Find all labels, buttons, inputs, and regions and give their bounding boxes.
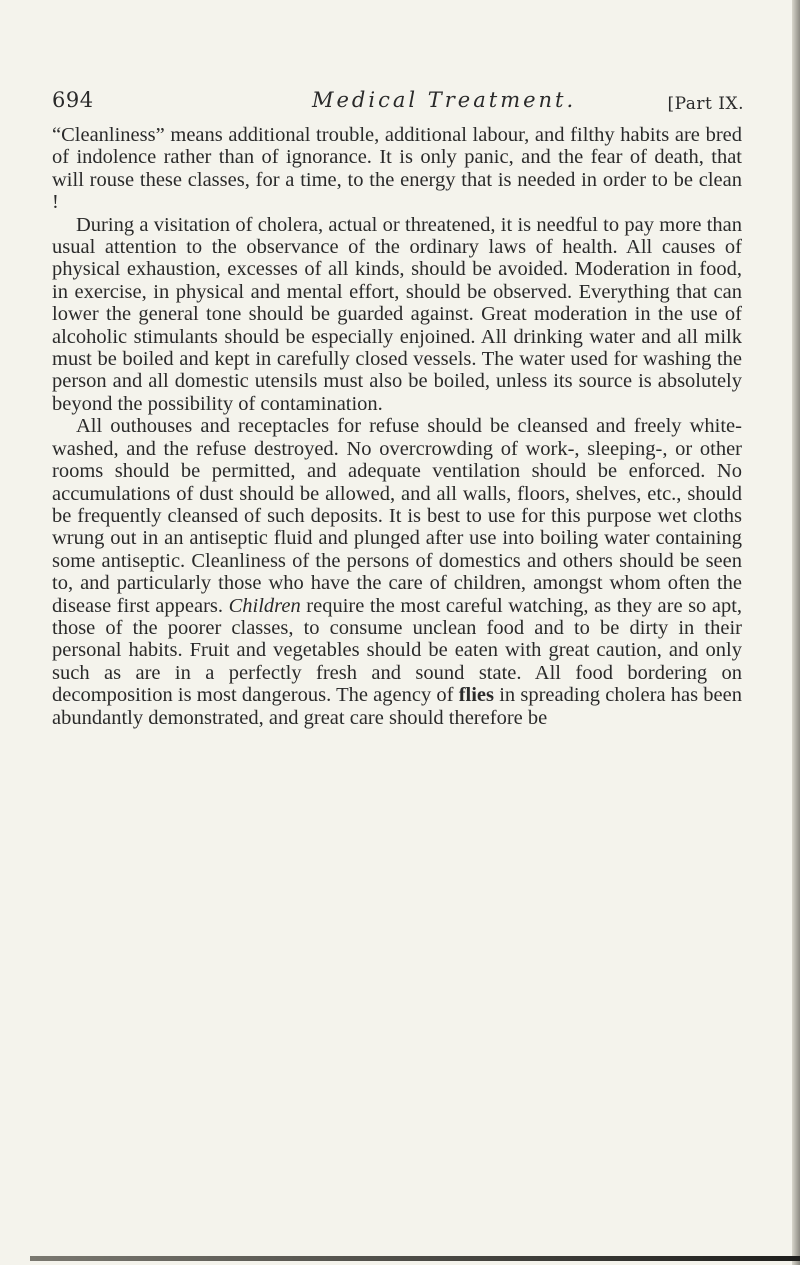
body-text: [52, 124, 742, 729]
part-label: [Part IX.: [667, 94, 744, 114]
running-title: Medical Treatment.: [312, 88, 577, 112]
page-right-edge-shadow: [792, 0, 800, 1265]
paragraph-cholera-visitation: During a visitation of cholera, actual or threatened, it is needful to pay more than usual attention to the observance of the ordinary laws of health. All causes of physical exhaustion, excesses of all kinds, should be avoided. Moderation in food, in exercise, in physical and mental effort, should be observed. Everything that can lower the general tone should be guarded against. Great moderation in the use of alcoholic stimulants should be especially enjoined. All drinking water and all milk must be boiled and kept in carefully closed vessels. The water used for washing the person and all domestic utensils must also be boiled, unless its source is absolutely beyond the possibility of contamination.: [52, 213, 742, 415]
paragraph-cleanliness: “Cleanliness” means additional trouble, additional labour, and filthy habits are bred of indolence rather than of ignorance. It is only panic, and the fear of death, that will rouse these classes, for a time, to the energy that is needed in order to be clean !: [52, 124, 742, 214]
page-bottom-edge-shadow: [30, 1256, 800, 1261]
italic-children: Children: [228, 594, 301, 617]
page-header: [52, 88, 748, 122]
paragraph-outhouses: [52, 415, 742, 729]
paragraph-outhouses-part1: All outhouses and receptacles for refuse should be cleansed and freely white-washed, and the refuse destroyed. No overcrowding of work-, sleeping-, or other rooms should be permitted, and adequate ventilation should be enforced. No accumulations of dust should be allowed, and all walls, floors, shelves, etc., should be frequently cleansed of such deposits. It is best to use for this purpose wet cloths wrung out in an antiseptic fluid and plunged after use into boiling water containing some antiseptic. Cleanliness of the persons of domestics and others should be seen to, and particularly those who have the care of children, amongst whom often the disease first appears.: [52, 415, 742, 617]
paragraph-outhouses-part2: require the most careful watching, as they are so apt, those of the poorer classes, to consume unclean food and to be dirty in their personal habits. Fruit and vegetables should be eaten with great caution, and only such as are in a perfectly fresh and sound state. All food bordering on decomposition is most dangerous. The agency of: [52, 594, 743, 707]
page-number: 694: [52, 88, 94, 112]
paragraph-outhouses-part3: in spreading cholera has been abundantly demonstrated, and great care should therefore be: [52, 684, 742, 729]
bold-flies: flies: [458, 684, 494, 707]
